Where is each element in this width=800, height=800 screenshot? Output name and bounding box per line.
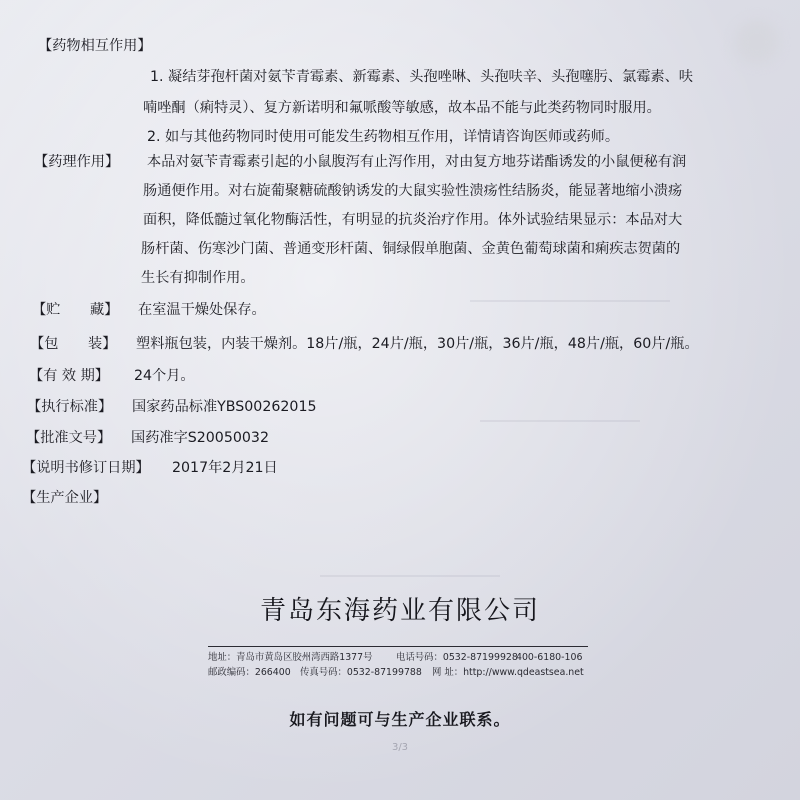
standard-label: 【执行标准】 xyxy=(27,399,113,415)
approval-label: 【批准文号】 xyxy=(26,430,112,446)
pharmacology-line-2: 肠通便作用。对右旋葡聚糖硫酸钠诱发的大鼠实验性溃疡性结肠炎，能显著地缩小溃疡 xyxy=(143,183,683,199)
interaction-label: 【药物相互作用】 xyxy=(38,38,152,54)
company-website: 网 址：http://www.qdeastsea.net xyxy=(432,667,584,678)
bleed-through-mark xyxy=(320,575,500,577)
contact-note: 如有问题可与生产企业联系。 xyxy=(289,710,511,729)
interaction-line-3: 2. 如与其他药物同时使用可能发生药物相互作用，详情请咨询医师或药师。 xyxy=(147,129,620,145)
company-name: 青岛东海药业有限公司 xyxy=(259,596,540,626)
validity-label: 【有 效 期】 xyxy=(29,368,109,384)
standard-value: 国家药品标准YBS00262015 xyxy=(132,399,317,415)
pharmacology-line-3: 面积，降低髓过氧化物酶活性，有明显的抗炎治疗作用。体外试验结果显示：本品对大 xyxy=(143,212,683,228)
package-value: 塑料瓶包装，内装干燥剂。18片/瓶，24片/瓶，30片/瓶，36片/瓶，48片/瓶，60片/瓶。 xyxy=(136,336,699,352)
background-shadow xyxy=(735,20,779,64)
approval-value: 国药准字S20050032 xyxy=(131,430,269,446)
company-postcode: 邮政编码：266400 xyxy=(208,667,291,678)
revision-label: 【说明书修订日期】 xyxy=(22,460,150,476)
validity-value: 24个月。 xyxy=(134,368,195,384)
manufacturer-label: 【生产企业】 xyxy=(22,490,108,506)
page-number: 3/3 xyxy=(391,742,409,753)
pharmacology-line-4: 肠杆菌、伤寒沙门菌、普通变形杆菌、铜绿假单胞菌、金黄色葡萄球菌和痢疾志贺菌的 xyxy=(141,241,681,257)
storage-label-open: 【贮 xyxy=(32,302,61,318)
bleed-through-mark xyxy=(480,420,640,422)
pharmacology-line-5: 生长有抑制作用。 xyxy=(141,270,255,286)
company-fax: 传真号码：0532-87199788 xyxy=(300,667,422,678)
pharmacology-line-1: 本品对氨苄青霉素引起的小鼠腹泻有止泻作用，对由复方地芬诺酯诱发的小鼠便秘有润 xyxy=(147,154,687,170)
interaction-line-1: 1. 凝结芽孢杆菌对氨苄青霉素、新霉素、头孢唑啉、头孢呋辛、头孢噻肟、氯霉素、呋 xyxy=(150,69,693,85)
revision-value: 2017年2月21日 xyxy=(172,460,278,476)
pharmacology-label: 【药理作用】 xyxy=(34,154,120,170)
storage-label-close: 藏】 xyxy=(90,302,119,318)
company-hotline: 400-6180-106 xyxy=(516,652,583,663)
company-divider xyxy=(208,646,588,647)
storage-value: 在室温干燥处保存。 xyxy=(138,302,266,318)
company-address: 地址：青岛市黄岛区胶州湾西路1377号 xyxy=(208,652,373,663)
company-phone: 电话号码：0532-87199928 xyxy=(396,652,518,663)
package-label-close: 装】 xyxy=(88,336,117,352)
package-label-open: 【包 xyxy=(30,336,59,352)
bleed-through-mark xyxy=(470,300,670,302)
interaction-line-2: 喃唑酮（痢特灵）、复方新诺明和氟哌酸等敏感，故本品不能与此类药物同时服用。 xyxy=(143,100,661,116)
